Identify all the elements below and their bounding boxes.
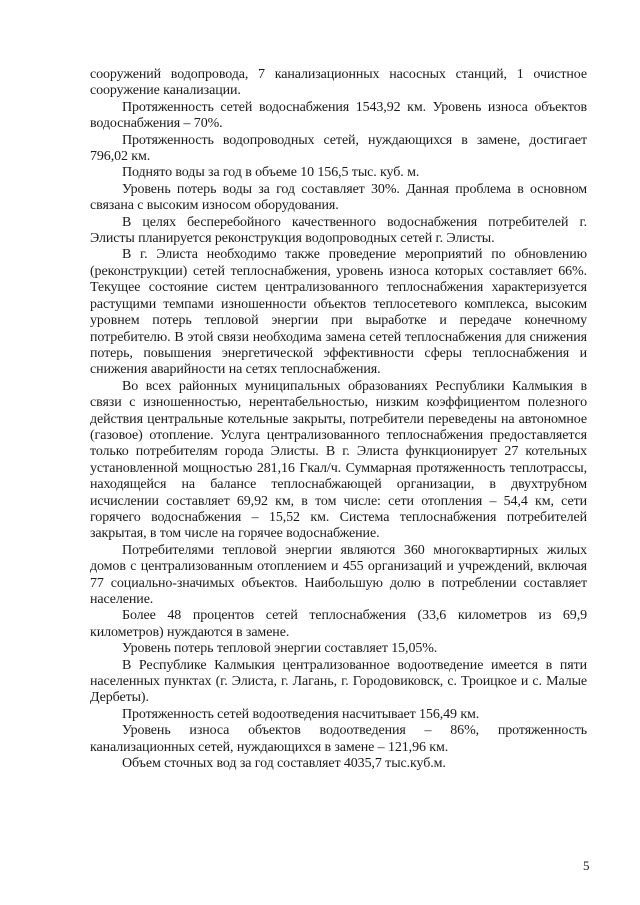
paragraph-heat-networks: В г. Элиста необходимо также проведение мероприятий по обновлению (реконструкции) сетей теплоснабжения, уровень износа которых составляет 66%. Текущее состояние систем централизованного теплоснабжения характеризуется растущими темпами изношенности объектов теплосетевого комплекса, высоким уровнем потерь тепловой энергии при выработке и передаче конечному потребителю. В этой связи необходима замена сетей теплоснабжения для снижения потерь, повышения энергетической эффективности сферы теплоснабжения и снижения аварийности на сетях теплоснабжения. [90,247,587,378]
paragraph-sewerage-wear: Уровень износа объектов водоотведения – 86%, протяженность канализационных сетей, нуждающихся в замене – 121,96 км. [90,723,587,755]
paragraph-water-network-length: Протяженность сетей водоснабжения 1543,92 км. Уровень износа объектов водоснабжения – 70%. [90,99,587,132]
paragraph-district-heating: Во всех районных муниципальных образованиях Республики Калмыкия в связи с изношенностью, нерентабельностью, низким коэффициентом полезного действия центральные котельные закрыты, потребители переведены на автономное (газовое) отопление. Услуга централизованного теплоснабжения предоставляется только потребителям города Элисты. В г. Элиста функционирует 27 котельных установленной мощностью 281,16 Гкал/ч. Суммарная протяженность теплотрассы, находящейся на балансе теплоснабжающей организации, в двухтрубном исчислении составляет 69,92 км, в том числе: сети отопления – 54,4 км, сети горячего водоснабжения – 15,52 км. Система теплоснабжения потребителей закрытая, в том числе на горячее водоснабжение. [90,378,587,542]
paragraph-continuation: сооружений водопровода, 7 канализационных насосных станций, 1 очистное сооружение канализации. [90,67,587,99]
paragraph-sewerage-length: Протяженность сетей водоотведения насчитывает 156,49 км. [122,706,480,722]
body-text [90,67,587,772]
paragraph-heat-networks-replacement: Более 48 процентов сетей теплоснабжения (33,6 километров из 69,9 километров) нуждаются в замене. [90,608,587,640]
paragraph-water-lifted: Поднято воды за год в объеме 10 156,5 тыс. куб. м. [122,165,420,181]
paragraph-pipes-needing-replacement: Протяженность водопроводных сетей, нуждающихся в замене, достигает 796,02 км. [90,132,587,165]
paragraph-heat-consumers: Потребителями тепловой энергии являются 360 многоквартирных жилых домов с централизованным отоплением и 455 организаций и учреждений, включая 77 социально-значимых объектов. Наибольшую долю в потреблении составляет население. [90,542,587,607]
paragraph-reconstruction-plan: В целях бесперебойного качественного водоснабжения потребителей г. Элисты планируется реконструкция водопроводных сетей г. Элисты. [90,214,587,247]
paragraph-sewerage-settlements: В Республике Калмыкия централизованное водоотведение имеется в пяти населенных пунктах (г. Элиста, г. Лагань, г. Городовиковск, с. Троицкое и с. Малые Дербеты). [90,657,587,706]
paragraph-water-losses: Уровень потерь воды за год составляет 30%. Данная проблема в основном связана с высоким износом оборудования. [90,181,587,214]
paragraph-wastewater-volume: Объем сточных вод за год составляет 4035,7 тыс.куб.м. [122,756,446,772]
page-number: 5 [583,858,590,873]
paragraph-heat-losses: Уровень потерь тепловой энергии составляет 15,05%. [122,641,438,657]
